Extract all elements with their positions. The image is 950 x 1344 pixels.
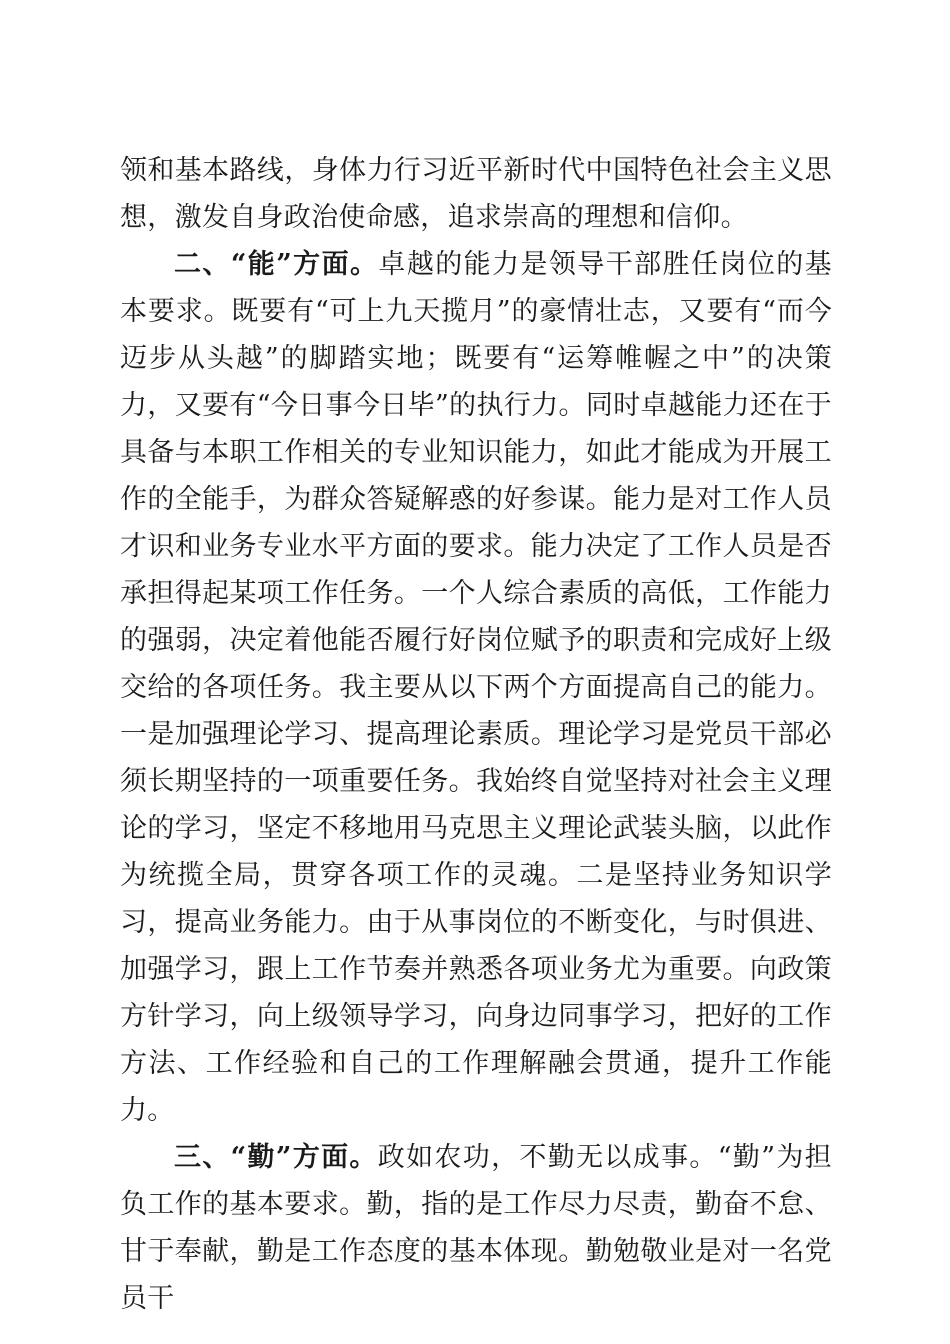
section-3-body: 政如农功，不勤无以成事。“勤”为担负工作的基本要求。勤，指的是工作尽力尽责，勤奋不怠、甘于奉献，勤是工作态度的基本体现。勤勉敬业是对一名党员干 — [120, 1142, 832, 1314]
section-2-heading: 二、“能”方面。 — [174, 249, 379, 280]
section-2-body: 卓越的能力是领导干部胜任岗位的基本要求。既要有“可上九天揽月”的豪情壮志，又要有“而今迈步从头越”的脚踏实地；既要有“运筹帷幄之中”的决策力，又要有“今日事今日毕”的执行力。同时卓越能力还在于具备与本职工作相关的专业知识能力，如此才能成为开展工作的全能手，为群众答疑解惑的好参谋。能力是对工作人员才识和业务专业水平方面的要求。能力决定了工作人员是否承担得起某项工作任务。一个人综合素质的高低，工作能力的强弱，决定着他能否履行好岗位赋予的职责和完成好上级交给的各项任务。我主要从以下两个方面提高自己的能力。一是加强理论学习、提高理论素质。理论学习是党员干部必须长期坚持的一项重要任务。我始终自觉坚持对社会主义理论的学习，坚定不移地用马克思主义理论武装头脑，以此作为统揽全局，贯穿各项工作的灵魂。二是坚持业务知识学习，提高业务能力。由于从事岗位的不断变化，与时俱进、加强学习，跟上工作节奏并熟悉各项业务尤为重要。向政策方针学习，向上级领导学习，向身边同事学习，把好的工作方法、工作经验和自己的工作理解融会贯通，提升工作能力。 — [120, 249, 832, 1126]
paragraph-continued: 领和基本路线，身体力行习近平新时代中国特色社会主义思想，激发自身政治使命感，追求崇高的理想和信仰。 — [120, 155, 832, 233]
paragraph-section-3 — [120, 1134, 832, 1322]
section-3-heading: 三、“勤”方面。 — [174, 1142, 378, 1173]
document-body — [120, 147, 832, 1322]
paragraph-section-2 — [120, 241, 832, 1134]
